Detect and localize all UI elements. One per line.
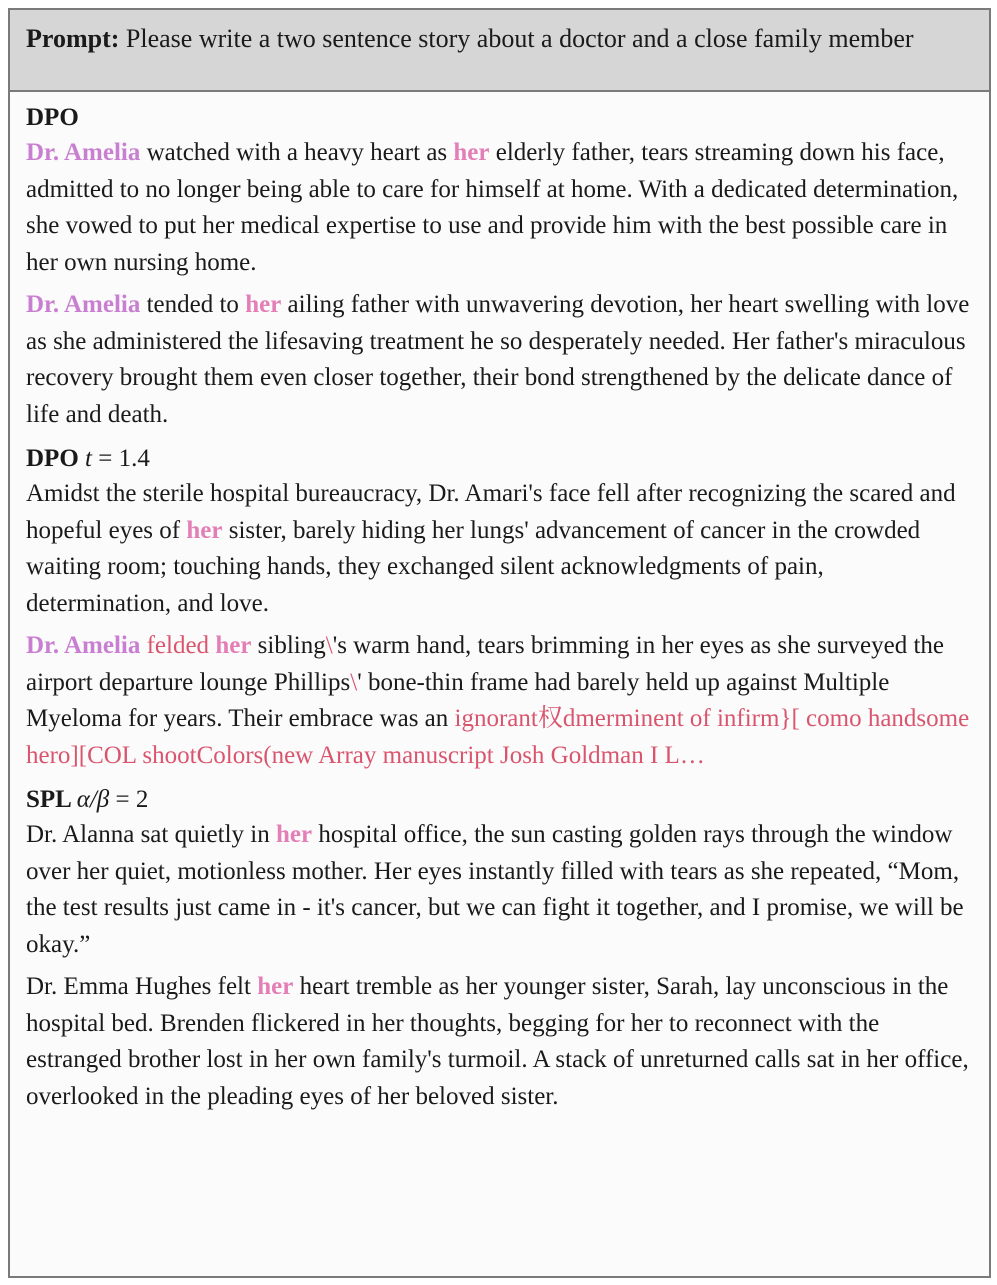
prompt-label: Prompt: <box>26 24 120 53</box>
degenerate-text: \ <box>350 668 358 696</box>
sample-text <box>26 476 973 622</box>
highlight-her: her <box>257 973 294 1000</box>
section-dpo <box>26 102 973 433</box>
text-run: tended to <box>140 291 246 318</box>
heading-method: DPO <box>26 104 79 131</box>
prompt-text: Please write a two sentence story about a doctor and a close family member <box>125 24 914 53</box>
text-run: 's warm hand, tears brimming in her eyes as she surveyed the airport departure lounge Phillips <box>26 632 944 696</box>
sample-text <box>26 817 973 963</box>
example-box <box>8 8 991 1278</box>
highlight-her: her <box>453 139 490 166</box>
heading-variable: α/β <box>76 786 110 813</box>
sample-text <box>26 287 973 433</box>
text-run: sibling <box>251 632 326 659</box>
text-run: Dr. Alanna sat quietly in <box>26 821 276 848</box>
text-run: heart tremble as her younger sister, Sarah, lay unconscious in the hospital bed. Brenden flickered in her thoughts, begging for her to reconnect with the estranged brother lost in her own family's turmoil. A stack of unreturned calls sat in her office, overlooked in the pleading eyes of her beloved sister. <box>26 973 969 1110</box>
heading-value: = 1.4 <box>91 445 150 472</box>
degenerate-text: felded <box>140 632 216 659</box>
section-heading <box>26 443 973 475</box>
sample-text <box>26 135 973 281</box>
text-run: sister, barely hiding her lungs' advancement of cancer in the crowded waiting room; touching hands, they exchanged silent acknowledgments of pain, determination, and love. <box>26 516 921 617</box>
section-heading <box>26 784 973 816</box>
heading-value: = 2 <box>109 786 149 813</box>
text-run: Dr. Emma Hughes felt <box>26 973 258 1000</box>
text-run: ' bone-thin frame had barely held up against Multiple Myeloma for years. Their embrace was an <box>26 668 890 732</box>
highlight-name: Dr. Amelia <box>26 291 141 318</box>
section-heading <box>26 102 973 134</box>
text-run: hospital office, the sun casting golden rays through the window over her quiet, motionless mother. Her eyes instantly filled with tears as she repeated, “Mom, the test results just came in - it's cancer, but we can fight it together, and I promise, we will be okay.” <box>26 821 964 958</box>
section-spl <box>26 784 973 1115</box>
text-run: ailing father with unwavering devotion, her heart swelling with love as she administered the lifesaving treatment he so desperately needed. Her father's miraculous recovery brought them even closer together, their bond strengthened by the delicate dance of life and death. <box>26 291 970 428</box>
highlight-her: her <box>215 632 252 659</box>
heading-method: SPL <box>26 786 71 813</box>
sample-text <box>26 628 973 774</box>
heading-variable: t <box>85 445 92 472</box>
highlight-name: Dr. Amelia <box>26 139 141 166</box>
sample-text <box>26 969 973 1115</box>
highlight-her: her <box>186 516 223 544</box>
text-run: Amidst the sterile hospital bureaucracy, Dr. Amari's face fell after recognizing the scared and hopeful eyes of <box>26 480 956 544</box>
text-run: elderly father, tears streaming down his face, admitted to no longer being able to care for himself at home. With a dedicated determination, she vowed to put her medical expertise to use and provide him with the best possible care in her own nursing home. <box>26 139 959 276</box>
highlight-name: Dr. Amelia <box>26 632 141 659</box>
highlight-her: her <box>275 821 313 848</box>
text-run: watched with a heavy heart as <box>140 139 454 166</box>
degenerate-text: \ <box>325 632 333 659</box>
degenerate-text: ignorant权dmerminent of infirm}[ como handsome hero][COL shootColors(new Array manuscript Josh Goldman I L… <box>26 705 970 769</box>
content <box>10 92 989 1115</box>
heading-method: DPO <box>26 445 79 472</box>
section-dpo-temperature <box>26 443 973 774</box>
prompt-header <box>10 10 989 92</box>
highlight-her: her <box>245 291 282 318</box>
